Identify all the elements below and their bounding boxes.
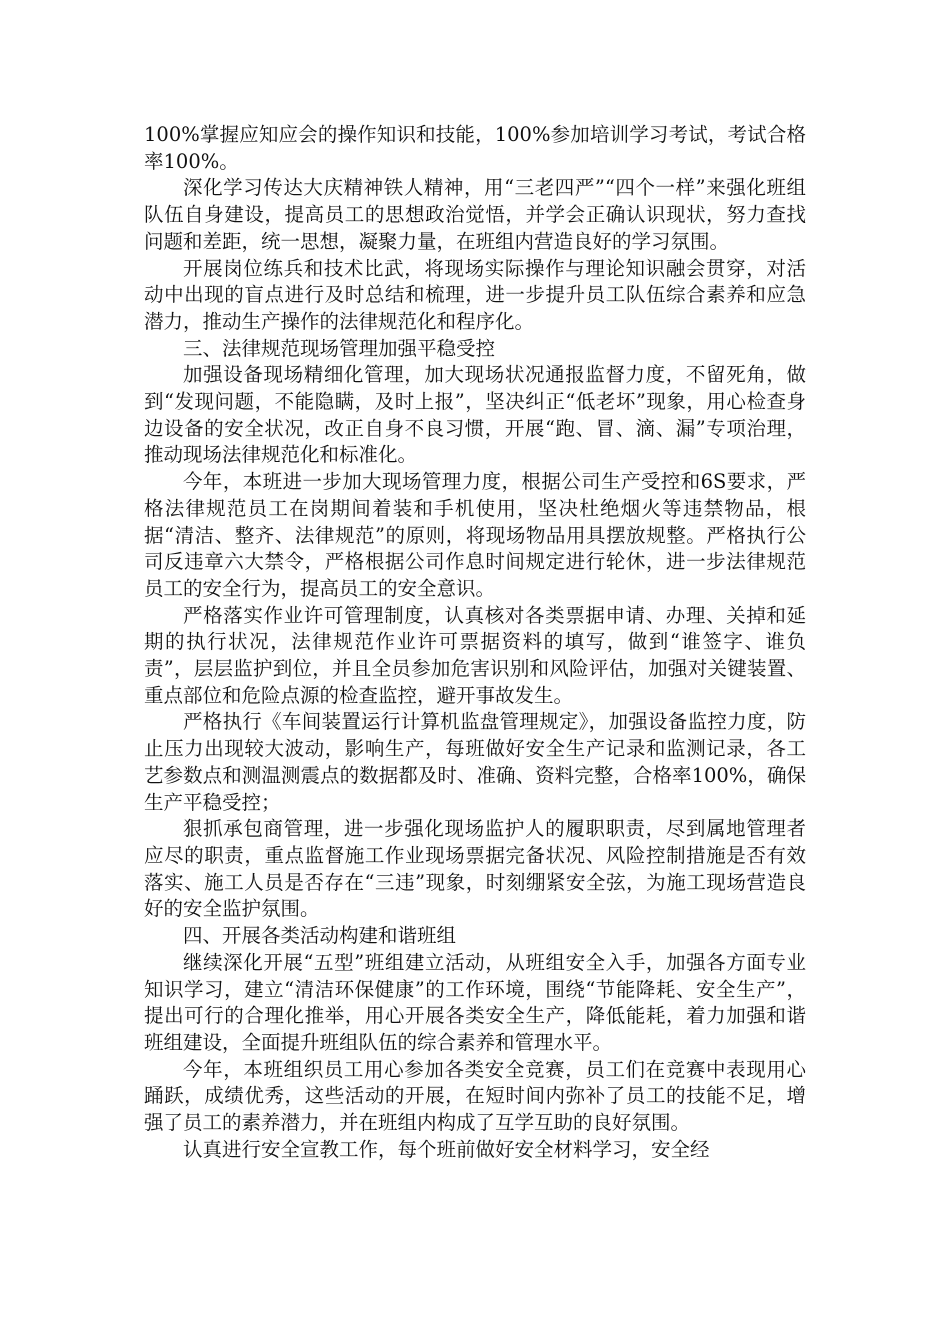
document-body [144, 122, 806, 1163]
section-heading: 四、开展各类活动构建和谐班组 [183, 924, 457, 948]
paragraph: 深化学习传达大庆精神铁人精神，用“三老四严”“四个一样”来强化班组队伍自身建设，提高员工的思想政治觉悟，并学会正确认识现状，努力查找问题和差距，统一思想，凝聚力量，在班组内营造良好的学习氛围。 [144, 176, 806, 253]
paragraph: 狠抓承包商管理，进一步强化现场监护人的履职职责，尽到属地管理者应尽的职责，重点监督施工作业现场票据完备状况、风险控制措施是否有效落实、施工人员是否存在“三违”现象，时刻绷紧安全弦，为施工现场营造良好的安全监护氛围。 [144, 817, 806, 921]
paragraph: 严格执行《车间装置运行计算机监盘管理规定》，加强设备监控力度，防止压力出现较大波动，影响生产，每班做好安全生产记录和监测记录，各工艺参数点和测温测震点的数据都及时、准确、资料完整，合格率100%，确保生产平稳受控； [144, 710, 806, 814]
paragraph: 严格落实作业许可管理制度，认真核对各类票据申请、办理、关掉和延期的执行状况，法律规范作业许可票据资料的填写，做到“谁签字、谁负责”，层层监护到位，并且全员参加危害识别和风险评估，加强对关键装置、重点部位和危险点源的检查监控，避开事故发生。 [144, 603, 806, 707]
paragraph: 100%掌握应知应会的操作知识和技能，100%参加培训学习考试，考试合格率100%。 [144, 123, 806, 173]
paragraph: 认真进行安全宣教工作，每个班前做好安全材料学习，安全经 [183, 1137, 710, 1161]
paragraph: 今年，本班进一步加大现场管理力度，根据公司生产受控和6S要求，严格法律规范员工在岗期间着装和手机使用，坚决杜绝烟火等违禁物品，根据“清洁、整齐、法律规范”的原则，将现场物品用具摆放规整。严格执行公司反违章六大禁令，严格根据公司作息时间规定进行轮休，进一步法律规范员工的安全行为，提高员工的安全意识。 [144, 470, 806, 600]
paragraph: 加强设备现场精细化管理，加大现场状况通报监督力度，不留死角，做到“发现问题，不能隐瞒，及时上报”，坚决纠正“低老坏”现象，用心检查身边设备的安全状况，改正自身不良习惯，开展“跑、冒、滴、漏”专项治理，推动现场法律规范化和标准化。 [144, 363, 806, 467]
paragraph: 继续深化开展“五型”班组建立活动，从班组安全入手，加强各方面专业知识学习，建立“清洁环保健康”的工作环境，围绕“节能降耗、安全生产”，提出可行的合理化推举，用心开展各类安全生产，降低能耗，着力加强和谐班组建设，全面提升班组队伍的综合素养和管理水平。 [144, 950, 806, 1054]
section-heading: 三、法律规范现场管理加强平稳受控 [183, 336, 496, 360]
paragraph: 开展岗位练兵和技术比武，将现场实际操作与理论知识融会贯穿，对活动中出现的盲点进行及时总结和梳理，进一步提升员工队伍综合素养和应急潜力，推动生产操作的法律规范化和程序化。 [144, 256, 806, 333]
paragraph: 今年，本班组织员工用心参加各类安全竞赛，员工们在竞赛中表现用心踊跃，成绩优秀，这些活动的开展，在短时间内弥补了员工的技能不足，增强了员工的素养潜力，并在班组内构成了互学互助的良好氛围。 [144, 1057, 806, 1135]
